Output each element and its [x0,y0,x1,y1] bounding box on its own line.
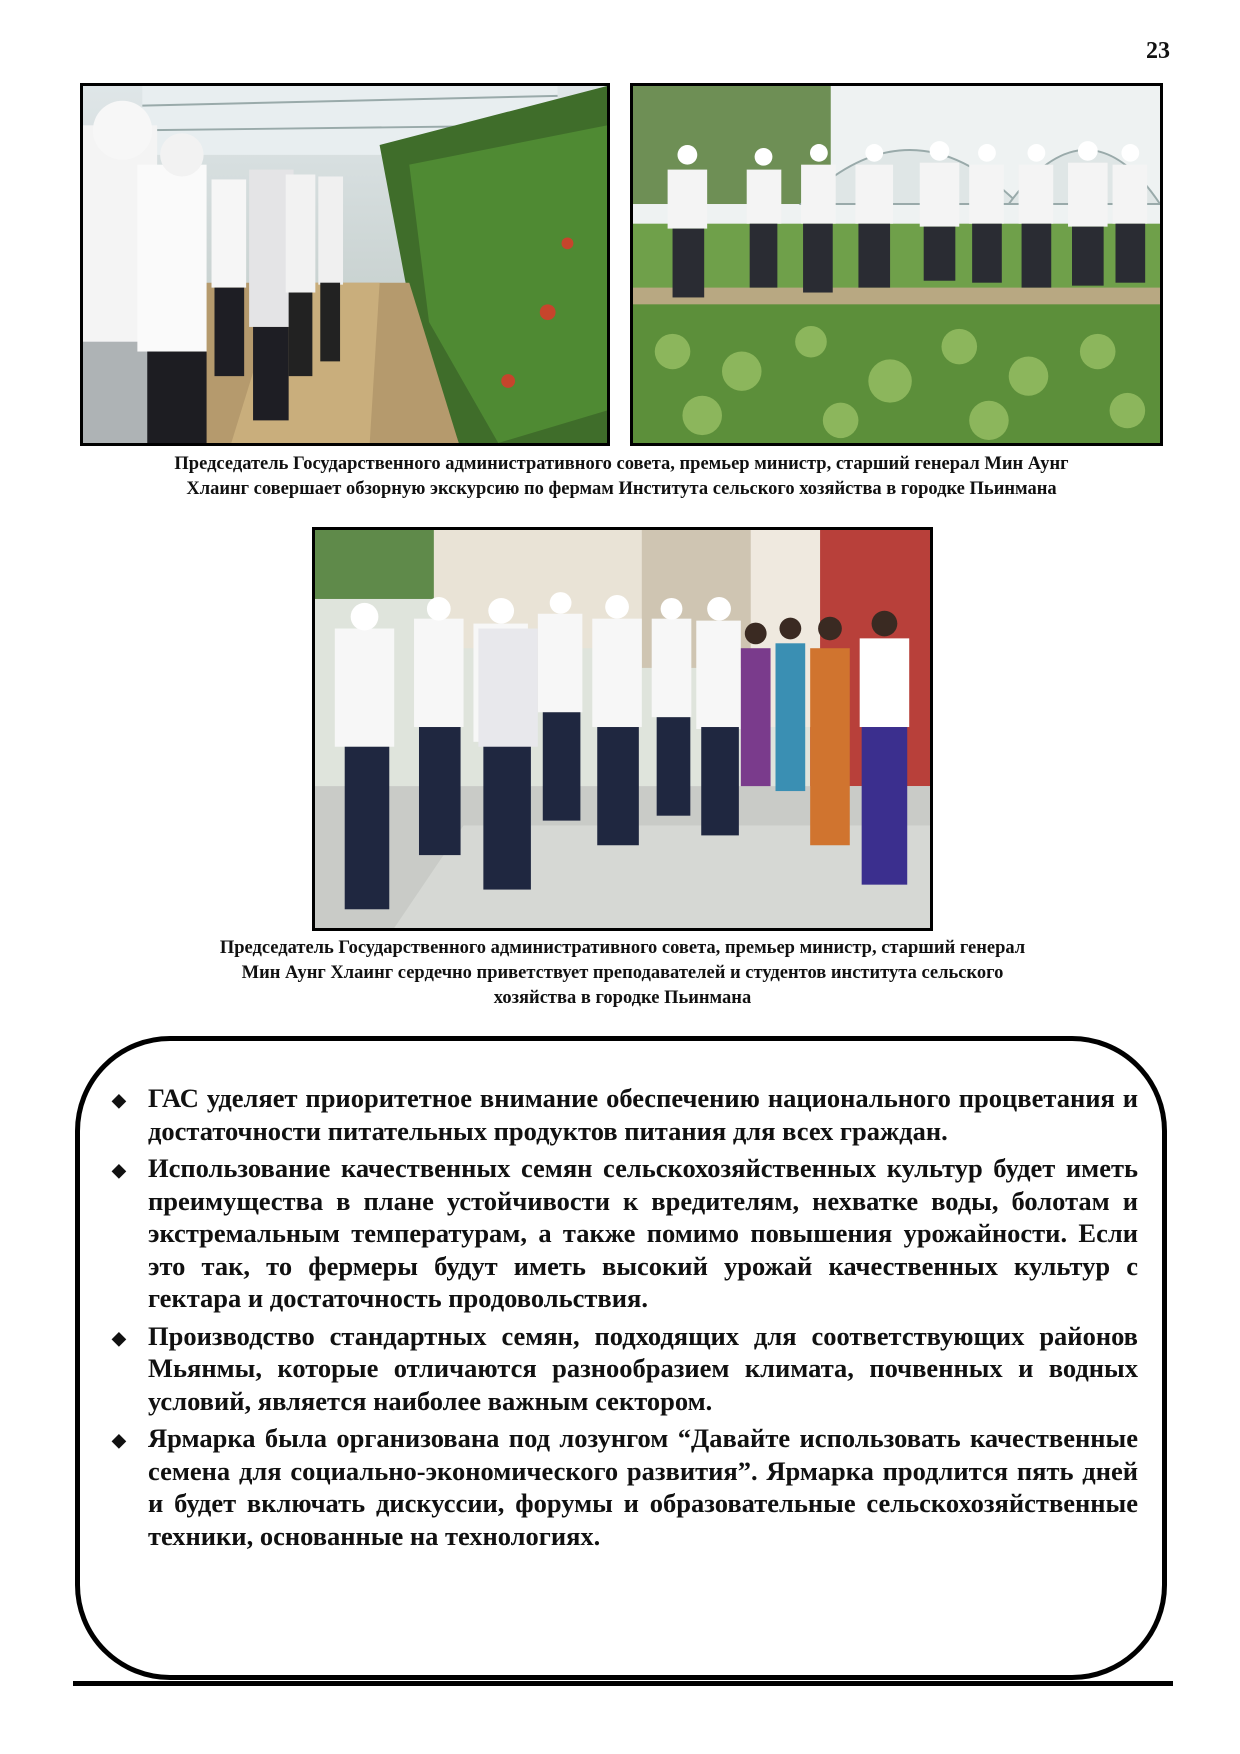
middle-photo-caption [150,936,1095,1011]
bullet-text: Использование качественных семян сельскохозяйственных культур будет иметь преимущества в плане устойчивости к вредителям, нехватке воды, болотам и экстремальным температурам, а также помимо повышения урожайности. Если это так, то фермеры будут иметь высокий урожай качественных культур с гектара и достаточность продовольствия. [148,1153,1138,1313]
caption-line: Хлаинг совершает обзорную экскурсию по фермам Института сельского хозяйства в городке Пьинмана [186,479,1057,499]
bullet-item [108,1152,1138,1315]
diamond-bullet-icon: ◆ [112,1430,126,1450]
field-tour-photo [630,83,1163,446]
diamond-bullet-icon: ◆ [112,1090,126,1110]
caption-line: Мин Аунг Хлаинг сердечно приветствует преподавателей и студентов института сельского [241,963,1004,983]
caption-line: Председатель Государственного административного совета, премьер министр, старший генерал Мин Аунг [174,454,1069,474]
greenhouse-tour-photo [80,83,610,446]
top-photo-caption [80,452,1163,502]
bullet-text: Производство стандартных семян, подходящих для соответствующих районов Мьянмы, которые отличаются разнообразием климата, почвенных и водных условий, является наиболее важным сектором. [148,1320,1138,1416]
bullet-list [108,1082,1138,1557]
bullet-item [108,1320,1138,1418]
caption-line: хозяйства в городке Пьинмана [493,988,752,1008]
greeting-photo [312,527,933,931]
bullet-text: ГАС уделяет приоритетное внимание обеспечению национального процветания и достаточности питательных продуктов питания для всех граждан. [148,1083,1138,1146]
bullet-item [108,1422,1138,1552]
diamond-bullet-icon: ◆ [112,1327,126,1348]
bullet-item [108,1082,1138,1147]
footer-rule [73,1681,1173,1686]
caption-line: Председатель Государственного административного совета, премьер министр, старший генерал [219,938,1026,958]
bullet-text: Ярмарка была организована под лозунгом “Давайте использовать качественные семена для социально-экономического развития”. Ярмарка продлится пять дней и будет включать дискуссии, форумы и образовательные сельскохозяйственные техники, основанные на технологиях. [148,1423,1138,1551]
page-number: 23 [1146,38,1170,64]
diamond-bullet-icon: ◆ [112,1160,126,1180]
